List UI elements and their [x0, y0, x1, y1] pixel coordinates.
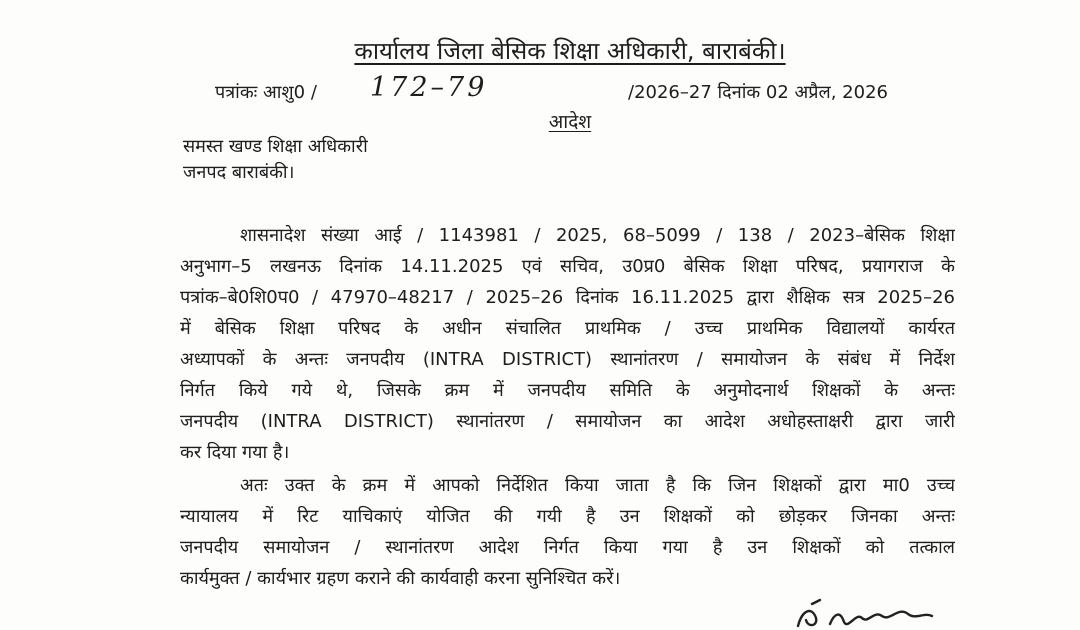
office-title: कार्यालय जिला बेसिक शिक्षा अधिकारी, बाराबंकी। — [354, 37, 786, 65]
paragraph-line: न्यायालय में रिट याचिकाएं योजित की गयी है उन शिक्षकों को छोड़कर जिनका अन्तः — [180, 506, 955, 527]
paragraph-line: में बेसिक शिक्षा परिषद के अधीन संचालित प्राथमिक / उच्च प्राथमिक विद्यालयों कार्यरत — [180, 318, 955, 339]
paragraph-line: कर दिया गया है। — [180, 442, 290, 463]
addressee-line: जनपद बाराबंकी। — [183, 162, 295, 183]
reference-label: पत्रांकः आशु0 / — [215, 82, 317, 103]
paragraph-2 — [180, 470, 955, 594]
order-heading: आदेश — [548, 111, 592, 133]
paragraph-line: अतः उक्त के क्रम में आपको निर्देशित किया जाता है कि जिन शिक्षकों द्वारा मा0 उच्च — [240, 475, 955, 496]
paragraph-line: अध्यापकों के अन्तः जनपदीय (INTRA DISTRICT) स्थानांतरण / समायोजन के संबंध में निर्देश — [180, 349, 955, 370]
handwritten-signature — [790, 596, 940, 630]
reference-date: /2026–27 दिनांक 02 अप्रैल, 2026 — [628, 82, 888, 103]
paragraph-line: पत्रांक–बे0शि0प0 / 47970–48217 / 2025–26 दिनांक 16.11.2025 द्वारा शैक्षिक सत्र 2025–26 — [180, 287, 955, 308]
reference-row — [215, 72, 935, 108]
addressee-block — [183, 134, 368, 186]
paragraph-line: जनपदीय समायोजन / स्थानांतरण आदेश निर्गत किया गया है उन शिक्षकों को तत्काल — [180, 537, 955, 558]
paragraph-line: कार्यमुक्त / कार्यभार ग्रहण कराने की कार्यवाही करना सुनिश्चित करें। — [180, 568, 621, 589]
paragraph-line: अनुभाग–5 लखनऊ दिनांक 14.11.2025 एवं सचिव, उ0प्र0 बेसिक शिक्षा परिषद, प्रयागराज के — [180, 256, 955, 277]
paragraph-1 — [180, 220, 955, 468]
paragraph-line: शासनादेश संख्या आई / 1143981 / 2025, 68–5099 / 138 / 2023–बेसिक शिक्षा — [240, 225, 955, 246]
addressee-line: समस्त खण्ड शिक्षा अधिकारी — [183, 136, 368, 157]
paragraph-line: निर्गत किये गये थे, जिसके क्रम में जनपदीय समिति के अनुमोदनार्थ शिक्षकों के अन्तः — [180, 380, 955, 401]
handwritten-reference-number: 172–79 — [370, 72, 488, 103]
paragraph-line: जनपदीय (INTRA DISTRICT) स्थानांतरण / समायोजन का आदेश अधोहस्ताक्षरी द्वारा जारी — [180, 411, 955, 432]
